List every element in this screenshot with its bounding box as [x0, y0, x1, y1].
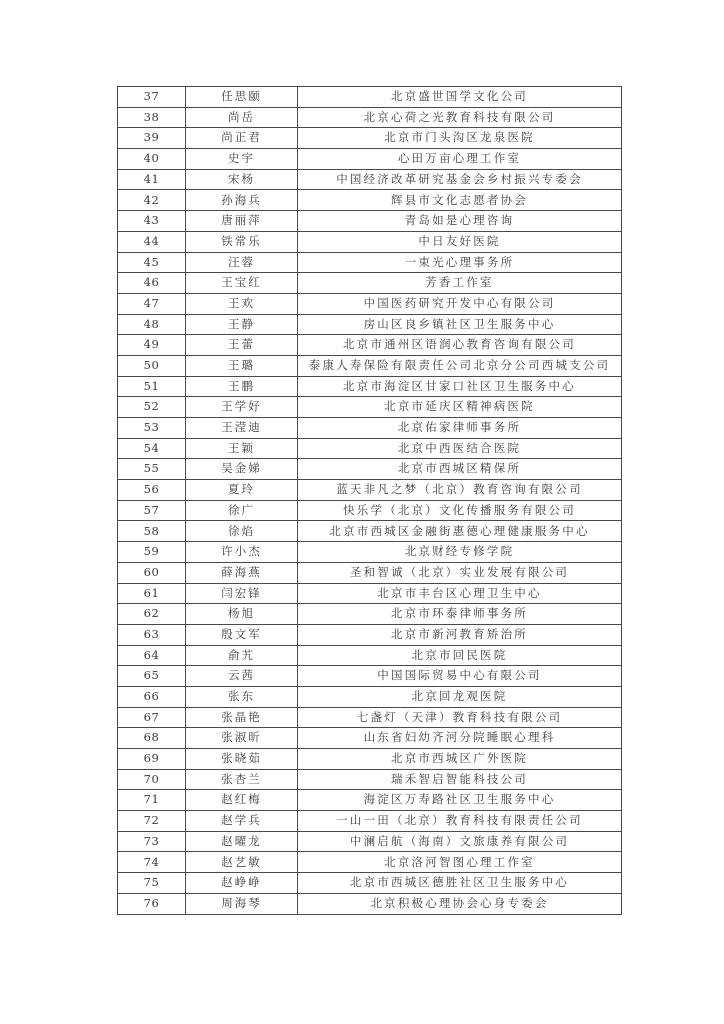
table-cell-organization: 北京财经专修学院	[298, 542, 622, 563]
table-cell-name: 吴金娣	[186, 459, 298, 480]
table-cell-organization: 北京积极心理协会心身专委会	[298, 893, 622, 914]
table-cell-organization: 北京市西城区精保所	[298, 459, 622, 480]
table-cell-index: 75	[118, 873, 186, 894]
table-row	[118, 149, 622, 170]
table-cell-name: 尚正君	[186, 128, 298, 149]
table-cell-index: 71	[118, 790, 186, 811]
table-cell-organization: 北京市新河教育矫治所	[298, 624, 622, 645]
table-row	[118, 211, 622, 232]
table-cell-index: 70	[118, 769, 186, 790]
table-cell-name: 张晓茹	[186, 749, 298, 770]
table-cell-name: 许小杰	[186, 542, 298, 563]
table-cell-name: 赵红梅	[186, 790, 298, 811]
table-cell-name: 王学好	[186, 397, 298, 418]
table-cell-index: 38	[118, 107, 186, 128]
table-cell-index: 52	[118, 397, 186, 418]
table-cell-organization: 北京市延庆区精神病医院	[298, 397, 622, 418]
table-cell-index: 59	[118, 542, 186, 563]
table-cell-organization: 圣和智诚（北京）实业发展有限公司	[298, 562, 622, 583]
table-row	[118, 87, 622, 108]
table-row	[118, 707, 622, 728]
table-cell-organization: 海淀区万寿路社区卫生服务中心	[298, 790, 622, 811]
table-cell-index: 68	[118, 728, 186, 749]
table-cell-name: 王滢迪	[186, 418, 298, 439]
table-cell-index: 56	[118, 480, 186, 501]
table-cell-index: 63	[118, 624, 186, 645]
table-cell-organization: 北京市海淀区甘家口社区卫生服务中心	[298, 376, 622, 397]
table-cell-index: 65	[118, 666, 186, 687]
table-cell-name: 张淑昕	[186, 728, 298, 749]
table-row	[118, 459, 622, 480]
table-cell-organization: 北京市西城区金融街惠德心理健康服务中心	[298, 521, 622, 542]
table-cell-name: 徐焰	[186, 521, 298, 542]
table-cell-name: 云茜	[186, 666, 298, 687]
table-cell-name: 赵峥峥	[186, 873, 298, 894]
table-cell-index: 44	[118, 231, 186, 252]
table-cell-name: 铁常乐	[186, 231, 298, 252]
table-cell-organization: 北京心荷之光教育科技有限公司	[298, 107, 622, 128]
table-cell-organization: 蓝天非凡之梦（北京）教育咨询有限公司	[298, 480, 622, 501]
table-cell-index: 64	[118, 645, 186, 666]
table-cell-index: 53	[118, 418, 186, 439]
table-row	[118, 686, 622, 707]
table-row	[118, 769, 622, 790]
table-cell-name: 任思颐	[186, 87, 298, 108]
table-row	[118, 273, 622, 294]
table-cell-organization: 北京市通州区语润心教育咨询有限公司	[298, 335, 622, 356]
table-row	[118, 604, 622, 625]
table-cell-name: 王宝红	[186, 273, 298, 294]
table-cell-name: 夏玲	[186, 480, 298, 501]
table-cell-name: 张杏兰	[186, 769, 298, 790]
table-cell-index: 42	[118, 190, 186, 211]
table-row	[118, 831, 622, 852]
table-row	[118, 500, 622, 521]
table-cell-organization: 北京洛河智图心理工作室	[298, 852, 622, 873]
table-cell-name: 史宇	[186, 149, 298, 170]
table-cell-name: 张晶艳	[186, 707, 298, 728]
table-row	[118, 562, 622, 583]
table-row	[118, 252, 622, 273]
table-cell-organization: 一束光心理事务所	[298, 252, 622, 273]
table-cell-index: 67	[118, 707, 186, 728]
table-cell-name: 王欢	[186, 293, 298, 314]
table-cell-name: 赵曜龙	[186, 831, 298, 852]
table-cell-index: 41	[118, 169, 186, 190]
table-cell-index: 48	[118, 314, 186, 335]
table-row	[118, 231, 622, 252]
table-row	[118, 128, 622, 149]
table-cell-index: 51	[118, 376, 186, 397]
table-cell-index: 69	[118, 749, 186, 770]
table-cell-organization: 北京市丰台区心理卫生中心	[298, 583, 622, 604]
table-cell-name: 宋杨	[186, 169, 298, 190]
table-cell-index: 43	[118, 211, 186, 232]
table-row	[118, 873, 622, 894]
table-row	[118, 190, 622, 211]
table-cell-index: 76	[118, 893, 186, 914]
table-row	[118, 728, 622, 749]
table-cell-organization: 一山一田（北京）教育科技有限责任公司	[298, 811, 622, 832]
table-cell-organization: 中澜启航（海南）文旅康养有限公司	[298, 831, 622, 852]
table-cell-name: 汪蓉	[186, 252, 298, 273]
table-cell-name: 殷文军	[186, 624, 298, 645]
table-cell-organization: 七盏灯（天津）教育科技有限公司	[298, 707, 622, 728]
table-cell-organization: 中日友好医院	[298, 231, 622, 252]
table-cell-index: 39	[118, 128, 186, 149]
table-cell-organization: 中国经济改革研究基金会乡村振兴专委会	[298, 169, 622, 190]
table-row	[118, 852, 622, 873]
table-cell-organization: 北京中西医结合医院	[298, 438, 622, 459]
table-cell-name: 王颖	[186, 438, 298, 459]
table-cell-organization: 瑞禾智启智能科技公司	[298, 769, 622, 790]
table-row	[118, 169, 622, 190]
table-row	[118, 811, 622, 832]
table-cell-organization: 北京盛世国学文化公司	[298, 87, 622, 108]
table-cell-name: 张东	[186, 686, 298, 707]
table-row	[118, 107, 622, 128]
table-cell-index: 40	[118, 149, 186, 170]
table-cell-name: 赵学兵	[186, 811, 298, 832]
table-cell-index: 57	[118, 500, 186, 521]
table-cell-name: 王璐	[186, 355, 298, 376]
table-row	[118, 293, 622, 314]
table-cell-index: 47	[118, 293, 186, 314]
table-cell-name: 周海琴	[186, 893, 298, 914]
table-cell-organization: 心田万亩心理工作室	[298, 149, 622, 170]
table-row	[118, 542, 622, 563]
roster-table	[117, 86, 622, 915]
table-cell-index: 66	[118, 686, 186, 707]
table-row	[118, 335, 622, 356]
table-row	[118, 397, 622, 418]
table-cell-index: 46	[118, 273, 186, 294]
table-cell-index: 62	[118, 604, 186, 625]
table-cell-organization: 北京市门头沟区龙泉医院	[298, 128, 622, 149]
table-cell-index: 54	[118, 438, 186, 459]
table-cell-organization: 快乐学（北京）文化传播服务有限公司	[298, 500, 622, 521]
table-cell-name: 赵艺敏	[186, 852, 298, 873]
table-cell-index: 60	[118, 562, 186, 583]
table-cell-index: 61	[118, 583, 186, 604]
table-row	[118, 624, 622, 645]
table-cell-name: 唐丽萍	[186, 211, 298, 232]
table-cell-name: 徐广	[186, 500, 298, 521]
table-cell-organization: 芳香工作室	[298, 273, 622, 294]
table-cell-index: 72	[118, 811, 186, 832]
table-cell-organization: 北京回龙观医院	[298, 686, 622, 707]
table-cell-organization: 北京市西城区德胜社区卫生服务中心	[298, 873, 622, 894]
table-row	[118, 666, 622, 687]
table-cell-name: 闫宏锋	[186, 583, 298, 604]
table-cell-index: 58	[118, 521, 186, 542]
table-row	[118, 790, 622, 811]
table-cell-name: 俞艽	[186, 645, 298, 666]
table-cell-index: 45	[118, 252, 186, 273]
table-cell-organization: 中国医药研究开发中心有限公司	[298, 293, 622, 314]
table-cell-organization: 辉县市文化志愿者协会	[298, 190, 622, 211]
table-cell-name: 王鹏	[186, 376, 298, 397]
table-cell-index: 55	[118, 459, 186, 480]
table-cell-index: 37	[118, 87, 186, 108]
table-cell-name: 王蕾	[186, 335, 298, 356]
table-row	[118, 355, 622, 376]
table-cell-name: 尚岳	[186, 107, 298, 128]
table-cell-name: 孙海兵	[186, 190, 298, 211]
table-cell-index: 74	[118, 852, 186, 873]
table-cell-name: 王静	[186, 314, 298, 335]
table-cell-organization: 泰康人寿保险有限责任公司北京分公司西城支公司	[298, 355, 622, 376]
table-cell-index: 50	[118, 355, 186, 376]
table-row	[118, 376, 622, 397]
table-body	[118, 87, 622, 915]
table-cell-organization: 青岛如是心理咨询	[298, 211, 622, 232]
table-row	[118, 893, 622, 914]
table-cell-index: 73	[118, 831, 186, 852]
table-cell-name: 杨旭	[186, 604, 298, 625]
table-cell-organization: 北京佑家律师事务所	[298, 418, 622, 439]
table-row	[118, 749, 622, 770]
table-row	[118, 438, 622, 459]
table-cell-organization: 北京市环泰律师事务所	[298, 604, 622, 625]
table-row	[118, 418, 622, 439]
table-row	[118, 480, 622, 501]
table-row	[118, 645, 622, 666]
table-row	[118, 314, 622, 335]
table-row	[118, 521, 622, 542]
table-cell-index: 49	[118, 335, 186, 356]
table-cell-organization: 中国国际贸易中心有限公司	[298, 666, 622, 687]
table-cell-organization: 山东省妇幼齐河分院睡眠心理科	[298, 728, 622, 749]
table-cell-organization: 北京市回民医院	[298, 645, 622, 666]
table-cell-name: 薛海燕	[186, 562, 298, 583]
table-row	[118, 583, 622, 604]
table-cell-organization: 北京市西城区广外医院	[298, 749, 622, 770]
table-cell-organization: 房山区良乡镇社区卫生服务中心	[298, 314, 622, 335]
